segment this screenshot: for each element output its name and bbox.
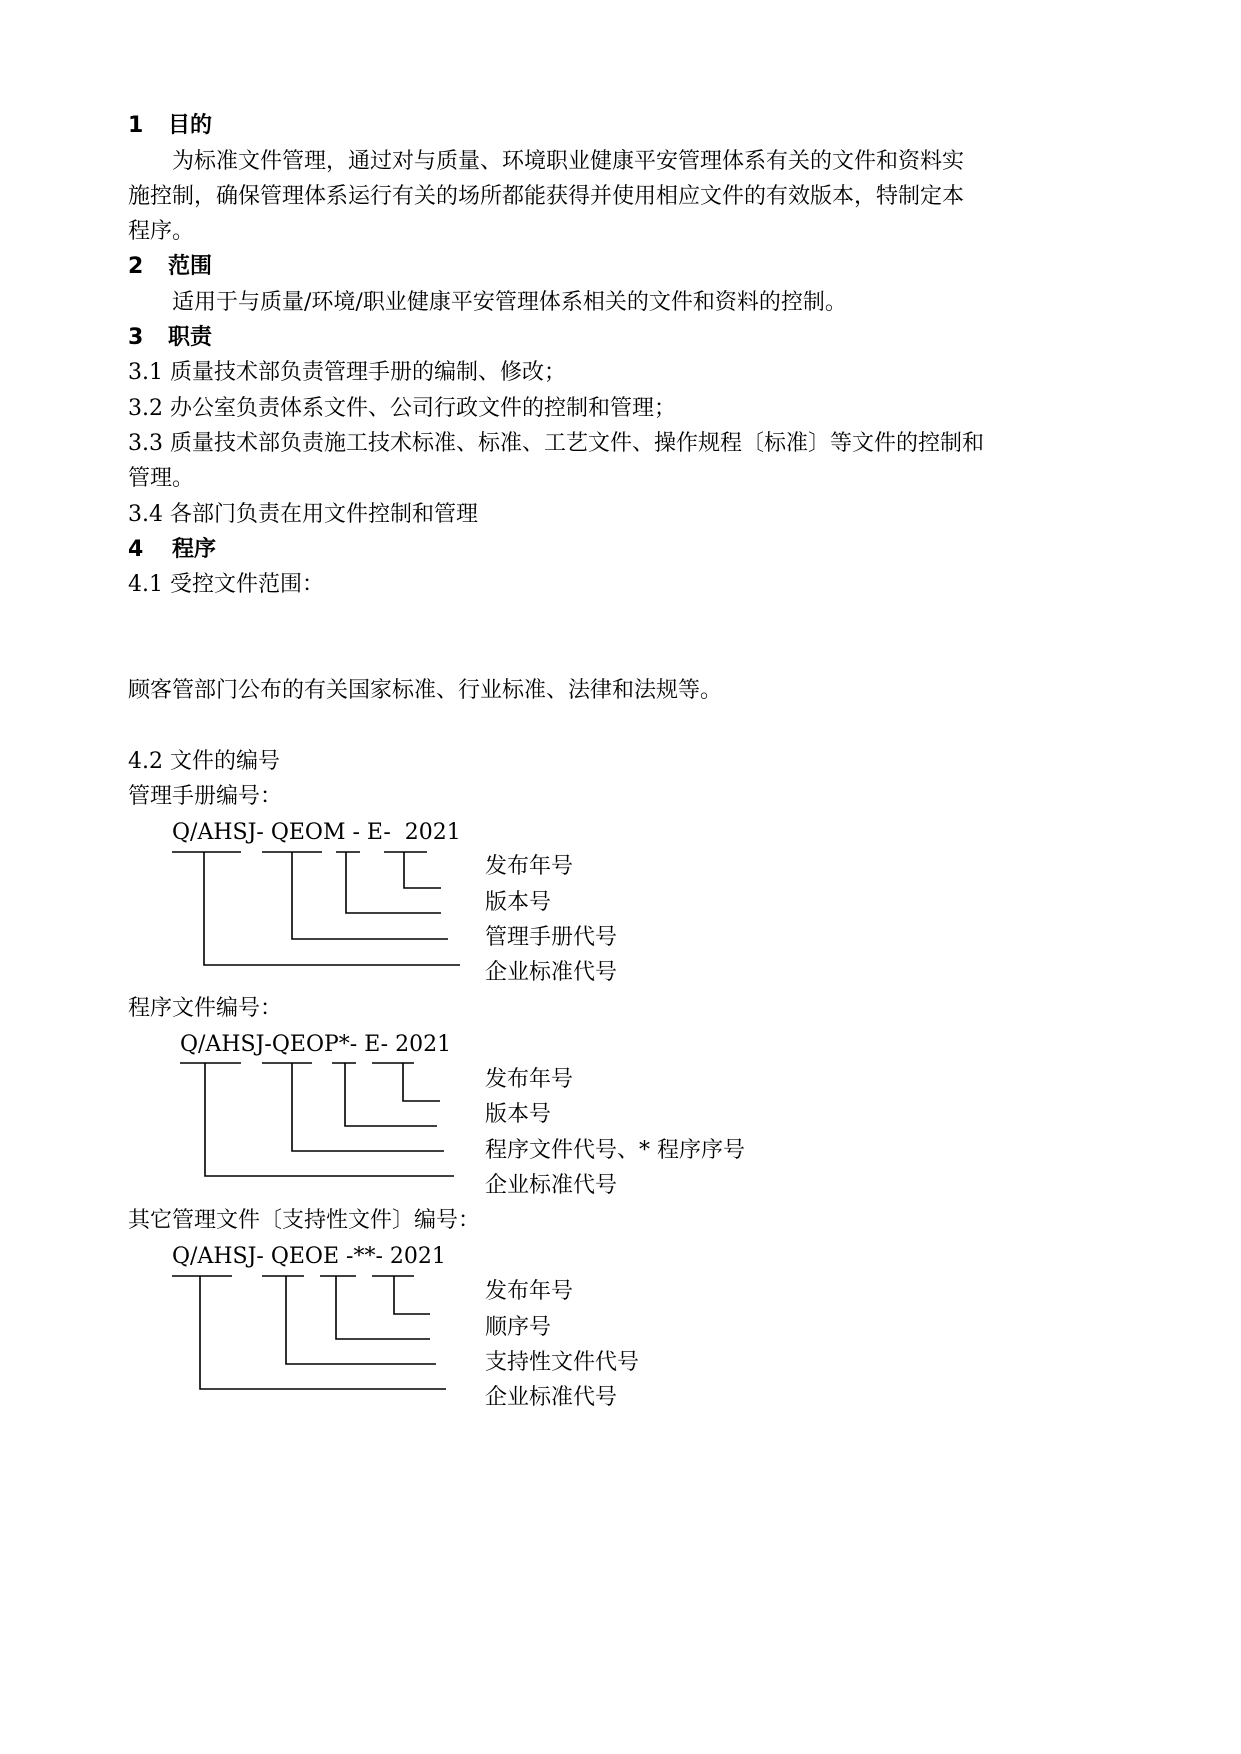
paragraph-line: 施控制，确保管理体系运行有关的场所都能获得并使用相应文件的有效版本，特制定本 bbox=[128, 184, 965, 209]
section-number: 3 bbox=[128, 325, 144, 350]
responsibility-item: 3.4 各部门负责在用文件控制和管理 bbox=[128, 502, 478, 527]
responsibility-item: 3.2 办公室负责体系文件、公司行政文件的控制和管理； bbox=[128, 396, 676, 421]
paragraph-line: 顾客管部门公布的有关国家标准、行业标准、法律和法规等。 bbox=[128, 678, 723, 703]
code-part-label: 发布年号 bbox=[485, 1279, 574, 1304]
connector-group-1 bbox=[172, 852, 460, 965]
code-part-label: 程序文件代号、* 程序序号 bbox=[485, 1138, 745, 1163]
code-part-label: 版本号 bbox=[485, 1102, 552, 1127]
section-title: 范围 bbox=[168, 254, 213, 279]
document-code: Q/AHSJ- QEOM - E- 2021 bbox=[172, 820, 461, 845]
code-part-label: 企业标准代号 bbox=[485, 1173, 618, 1198]
subsection-heading: 4.1 受控文件范围： bbox=[128, 572, 324, 597]
document-code: Q/AHSJ- QEOE -**- 2021 bbox=[172, 1244, 446, 1269]
subsection-heading: 4.2 文件的编号 bbox=[128, 749, 280, 774]
code-part-label: 支持性文件代号 bbox=[485, 1350, 640, 1375]
section-title: 程序 bbox=[172, 537, 217, 562]
code-part-label: 企业标准代号 bbox=[485, 1385, 618, 1410]
paragraph-line: 为标准文件管理，通过对与质量、环境职业健康平安管理体系有关的文件和资料实 bbox=[172, 149, 965, 174]
responsibility-item: 3.3 质量技术部负责施工技术标准、标准、工艺文件、操作规程〔标准〕等文件的控制和 bbox=[128, 431, 984, 456]
section-number: 1 bbox=[128, 113, 144, 138]
code-part-label: 发布年号 bbox=[485, 854, 574, 879]
section-number: 2 bbox=[128, 254, 144, 279]
code-part-label: 发布年号 bbox=[485, 1067, 574, 1092]
section-title: 职责 bbox=[168, 325, 213, 350]
section-title: 目的 bbox=[168, 113, 213, 138]
responsibility-item: 3.1 质量技术部负责管理手册的编制、修改； bbox=[128, 360, 566, 385]
code-part-label: 版本号 bbox=[485, 890, 552, 915]
paragraph-line: 适用于与质量/环境/职业健康平安管理体系相关的文件和资料的控制。 bbox=[172, 290, 847, 315]
code-part-label: 企业标准代号 bbox=[485, 960, 618, 985]
section-number: 4 bbox=[128, 537, 144, 562]
code-part-label: 顺序号 bbox=[485, 1315, 552, 1340]
responsibility-item: 管理。 bbox=[128, 466, 195, 491]
document-code: Q/AHSJ-QEOP*- E- 2021 bbox=[180, 1032, 452, 1057]
numbering-heading: 程序文件编号： bbox=[128, 996, 283, 1021]
connector-group-3 bbox=[172, 1276, 446, 1389]
numbering-heading: 其它管理文件〔支持性文件〕编号： bbox=[128, 1208, 481, 1233]
numbering-heading: 管理手册编号： bbox=[128, 784, 283, 809]
paragraph-line: 程序。 bbox=[128, 219, 195, 244]
code-part-label: 管理手册代号 bbox=[485, 925, 618, 950]
connector-group-2 bbox=[180, 1063, 454, 1176]
